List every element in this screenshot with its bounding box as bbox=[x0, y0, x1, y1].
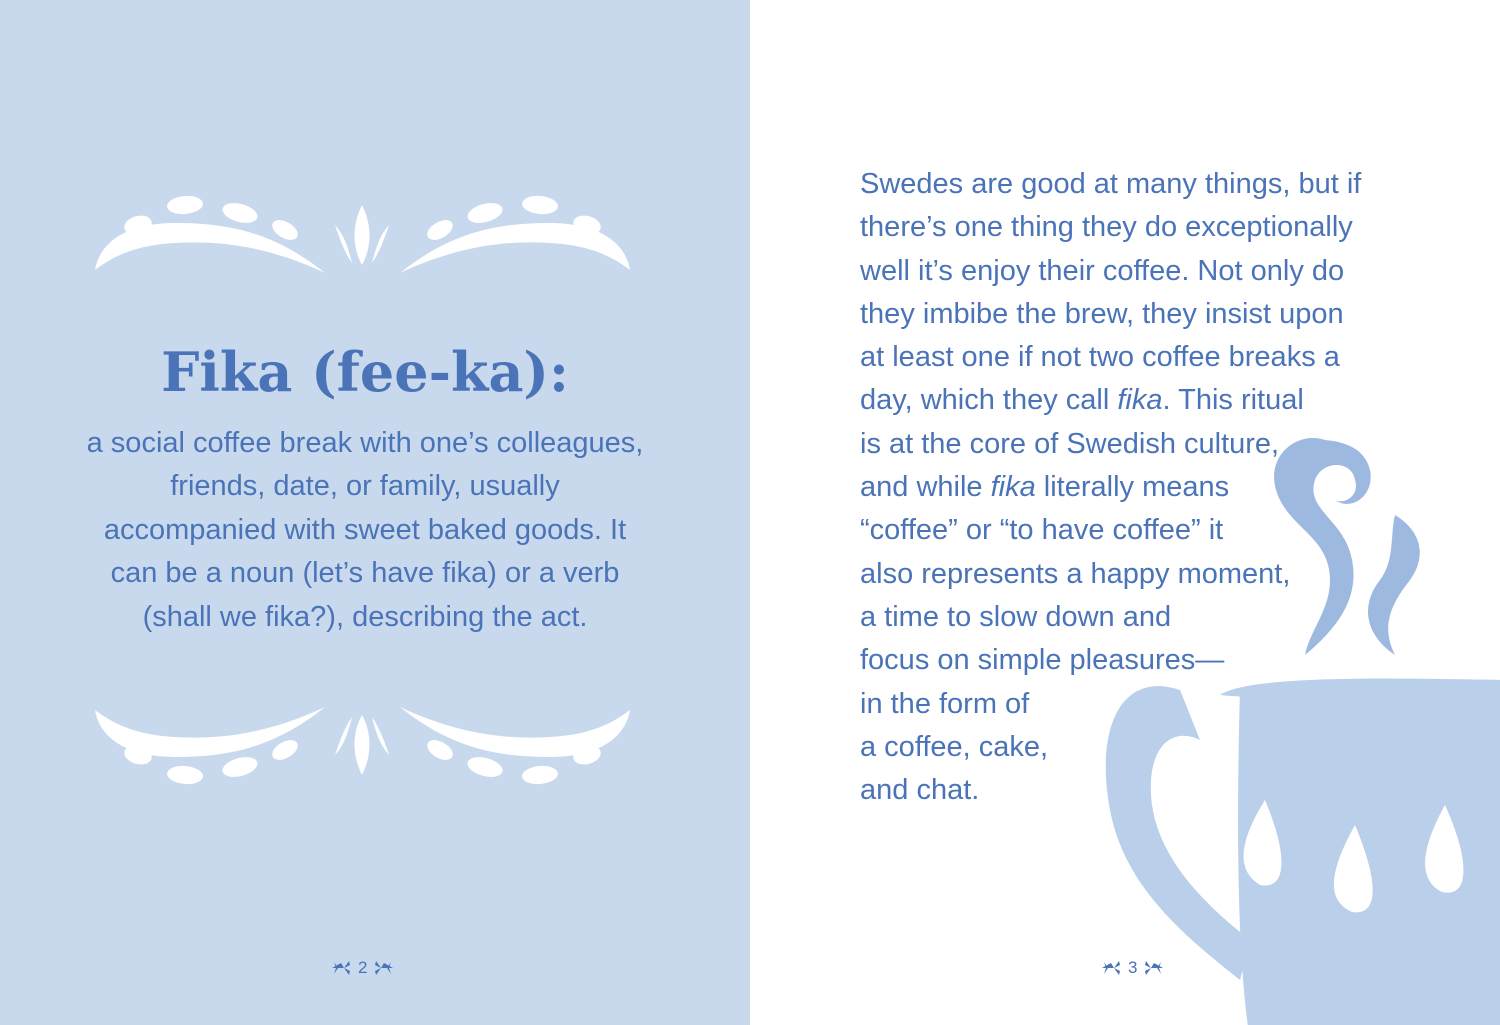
page-number-right bbox=[1100, 955, 1165, 981]
body-line: they imbibe the brew, they insist upon bbox=[860, 297, 1344, 330]
folio-fleuron-right-icon bbox=[1143, 957, 1165, 979]
page-number-left bbox=[330, 955, 395, 981]
body-line: and chat. bbox=[860, 774, 980, 807]
page-number-left-text: 2 bbox=[358, 958, 368, 977]
body-line: focus on simple pleasures— bbox=[860, 644, 1225, 677]
fika-term: fika bbox=[990, 471, 1036, 504]
body-line: at least one if not two coffee breaks a bbox=[860, 341, 1340, 374]
right-page bbox=[750, 0, 1500, 1025]
page-number-right-text: 3 bbox=[1128, 958, 1138, 977]
page-title: Fika (fee-ka): bbox=[161, 340, 569, 404]
flourish-ornament-bottom-icon bbox=[90, 700, 635, 795]
folio-fleuron-left-icon bbox=[1100, 957, 1122, 979]
flourish-ornament-top-icon bbox=[90, 185, 635, 280]
fika-term: fika bbox=[1117, 384, 1163, 417]
body-line: there’s one thing they do exceptionally bbox=[860, 211, 1353, 244]
folio-fleuron-left-icon bbox=[330, 957, 352, 979]
body-line: a coffee, cake, bbox=[860, 730, 1049, 763]
body-line: well it’s enjoy their coffee. Not only do bbox=[860, 254, 1345, 287]
definition-text: a social coffee break with one’s colleagues, friends, date, or family, usually accompanied with sweet baked goods. It can be a noun (let’s have fika) or a verb (shall we fika?), describing the act. bbox=[86, 427, 644, 633]
body-line: day, which they call fika. This ritual bbox=[860, 384, 1304, 417]
body-text bbox=[860, 163, 1400, 812]
body-line: in the form of bbox=[860, 687, 1030, 720]
body-line: also represents a happy moment, bbox=[860, 557, 1291, 590]
folio-fleuron-right-icon bbox=[373, 957, 395, 979]
body-line: a time to slow down and bbox=[860, 600, 1172, 633]
body-line: and while fika literally means bbox=[860, 471, 1230, 504]
body-line: “coffee” or “to have coffee” it bbox=[860, 514, 1224, 547]
body-line: Swedes are good at many things, but if bbox=[860, 168, 1362, 200]
body-line: is at the core of Swedish culture, bbox=[860, 427, 1280, 460]
